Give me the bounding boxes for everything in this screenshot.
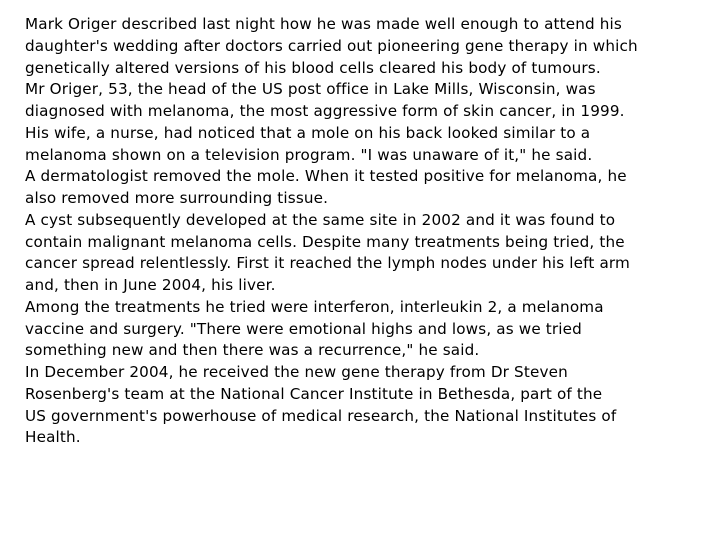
text-line: and, then in June 2004, his liver. — [25, 276, 276, 294]
text-line: contain malignant melanoma cells. Despite many treatments being tried, the — [25, 232, 625, 251]
text-line: cancer spread relentlessly. First it reached the lymph nodes under his left arm — [25, 254, 630, 273]
text-line: Rosenberg's team at the National Cancer Institute in Bethesda, part of the — [25, 384, 603, 403]
text-line: something new and then there was a recurrence," he said. — [25, 341, 480, 360]
text-line: Mark Origer described last night how he was made well enough to attend his — [25, 15, 622, 33]
text-line: A dermatologist removed the mole. When it tested positive for melanoma, he — [25, 167, 627, 186]
text-line: genetically altered versions of his blood cells cleared his body of tumours. — [25, 58, 601, 77]
text-line: Mr Origer, 53, the head of the US post office in Lake Mills, Wisconsin, was — [25, 80, 596, 99]
text-line: melanoma shown on a television program. "I was unaware of it," he said. — [25, 145, 593, 164]
text-line: A cyst subsequently developed at the same site in 2002 and it was found to — [25, 210, 616, 229]
text-line: diagnosed with melanoma, the most aggressive form of skin cancer, in 1999. — [25, 102, 625, 120]
text-line: daughter's wedding after doctors carried out pioneering gene therapy in which — [25, 36, 638, 55]
text-line: also removed more surrounding tissue. — [25, 189, 329, 207]
text-line: Among the treatments he tried were interferon, interleukin 2, a melanoma — [25, 297, 604, 316]
text-line: In December 2004, he received the new gene therapy from Dr Steven — [25, 363, 568, 381]
text-line: Health. — [25, 428, 81, 447]
text-line: vaccine and surgery. "There were emotional highs and lows, as we tried — [25, 319, 582, 338]
text-line: His wife, a nurse, had noticed that a mole on his back looked similar to a — [25, 123, 591, 142]
text-line: US government's powerhouse of medical research, the National Institutes of — [25, 406, 617, 425]
article-text — [25, 14, 705, 449]
